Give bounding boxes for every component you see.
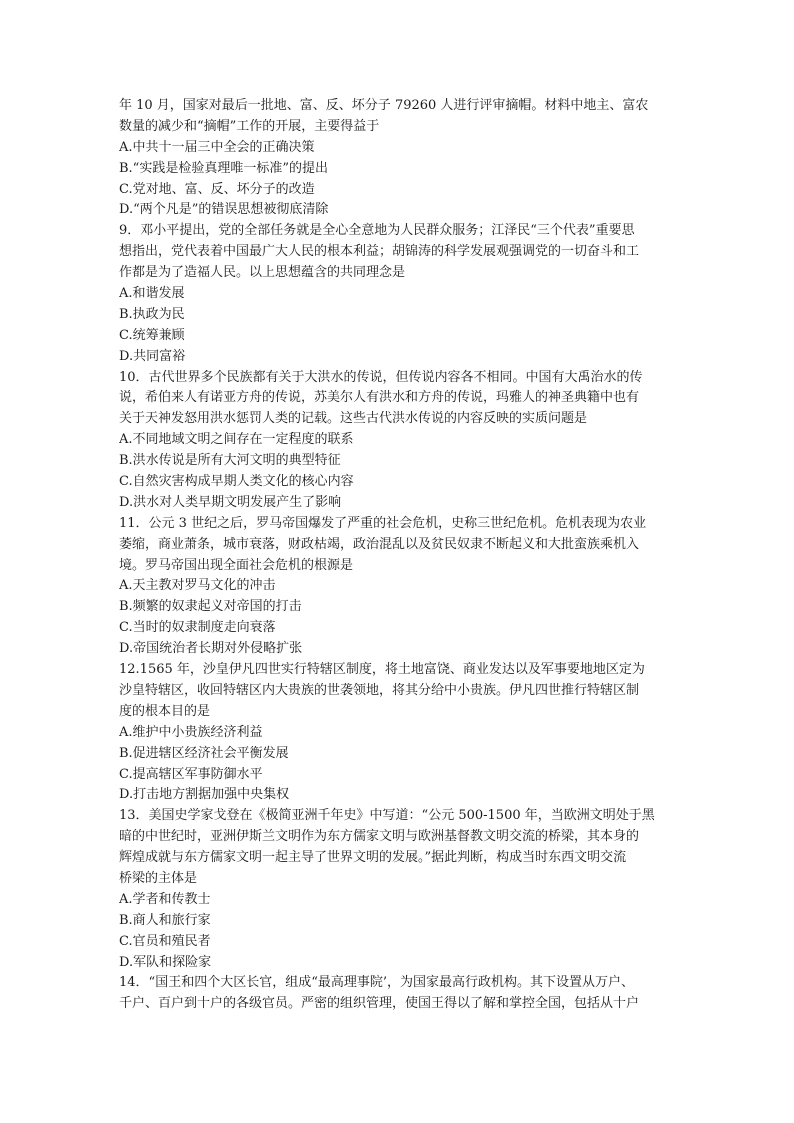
question-line: 9．邓小平提出，党的全部任务就是全心全意地为人民群众服务；江泽民“三个代表”重要思: [119, 223, 635, 239]
question-line: 13．美国史学家戈登在《极简亚洲千年史》中写道：“公元 500-1500 年，当欧洲文明处于黑: [119, 808, 655, 824]
option-line: A.维护中小贵族经济利益: [119, 724, 263, 740]
option-line: B.执政为民: [119, 306, 185, 322]
document-page: [119, 96, 679, 1015]
option-line: D.帝国统治者长期对外侵略扩张: [119, 641, 303, 657]
option-line: C.当时的奴隶制度走向衰落: [119, 620, 276, 636]
option-line: A.和谐发展: [119, 286, 185, 302]
text-line: 桥梁的主体是: [119, 870, 198, 886]
question-line: 11．公元 3 世纪之后，罗马帝国爆发了严重的社会危机，史称三世纪危机。危机表现为农业: [119, 515, 647, 531]
option-line: B.频繁的奴隶起义对帝国的打击: [119, 599, 302, 615]
option-line: B.“实践是检验真理唯一标准”的提出: [119, 160, 328, 176]
option-line: D.洪水对人类早期文明发展产生了影响: [119, 494, 342, 510]
text-line: 数量的减少和“摘帽”工作的开展，主要得益于: [119, 118, 380, 134]
option-line: A.中共十一届三中全会的正确决策: [119, 139, 315, 155]
option-line: B.促进辖区经济社会平衡发展: [119, 745, 289, 761]
text-line: 境。罗马帝国出现全面社会危机的根源是: [119, 557, 354, 573]
question-line: 12.1565 年，沙皇伊凡四世实行特辖区制度，将土地富饶、商业发达以及军事要地地区定为: [119, 662, 645, 678]
text-line: 辉煌成就与东方儒家文明一起主导了世界文明的发展。”据此判断，构成当时东西文明交流: [119, 850, 627, 866]
option-line: D.打击地方割据加强中央集权: [119, 787, 290, 803]
option-line: C.统筹兼顾: [119, 327, 185, 343]
option-line: C.党对地、富、反、坏分子的改造: [119, 181, 315, 197]
option-line: C.官员和殖民者: [119, 933, 211, 949]
option-line: B.洪水传说是所有大河文明的典型特征: [119, 453, 341, 469]
option-line: C.自然灾害构成早期人类文化的核心内容: [119, 474, 354, 490]
question-line: 10．古代世界多个民族都有关于大洪水的传说，但传说内容各不相同。中国有大禹治水的传: [119, 369, 643, 385]
text-line: 暗的中世纪时，亚洲伊斯兰文明作为东方儒家文明与欧洲基督教文明交流的桥梁，其本身的: [119, 829, 640, 845]
option-line: B.商人和旅行家: [119, 912, 211, 928]
option-line: D.共同富裕: [119, 348, 186, 364]
text-line: 沙皇特辖区，收回特辖区内大贵族的世袭领地，将其分给中小贵族。伊凡四世推行特辖区制: [119, 682, 640, 698]
option-line: A.学者和传教士: [119, 891, 211, 907]
text-line: 想指出，党代表着中国最广大人民的根本利益；胡锦涛的科学发展观强调党的一切奋斗和工: [119, 244, 640, 260]
text-line: 关于天神发怒用洪水惩罚人类的记载。这些古代洪水传说的内容反映的实质问题是: [119, 411, 588, 427]
text-line: 年 10 月，国家对最后一批地、富、反、坏分子 79260 人进行评审摘帽。材料中地主、富农: [119, 98, 649, 113]
option-line: C.提高辖区军事防御水平: [119, 766, 263, 782]
question-line: 14．“国王和四个大区长官，组成“最高理事院’，为国家最高行政机构。其下设置从万户、: [119, 975, 634, 991]
option-line: A.不同地域文明之间存在一定程度的联系: [119, 432, 354, 448]
option-line: D.“两个凡是”的错误思想被彻底清除: [119, 202, 329, 218]
option-line: A.天主教对罗马文化的冲击: [119, 578, 276, 594]
text-line: 千户、百户到十户的各级官员。严密的组织管理，使国王得以了解和掌控全国，包括从十户: [119, 996, 640, 1012]
text-line: 作都是为了造福人民。以上思想蕴含的共同理念是: [119, 265, 406, 281]
option-line: D.军队和探险家: [119, 954, 212, 970]
text-line: 说，希伯来人有诺亚方舟的传说，苏美尔人有洪水和方舟的传说，玛雅人的神圣典籍中也有: [119, 390, 640, 406]
text-line: 萎缩，商业萧条，城市衰落，财政枯竭，政治混乱以及贫民奴隶不断起义和大批蛮族乘机入: [119, 536, 640, 552]
text-line: 度的根本目的是: [119, 703, 211, 719]
